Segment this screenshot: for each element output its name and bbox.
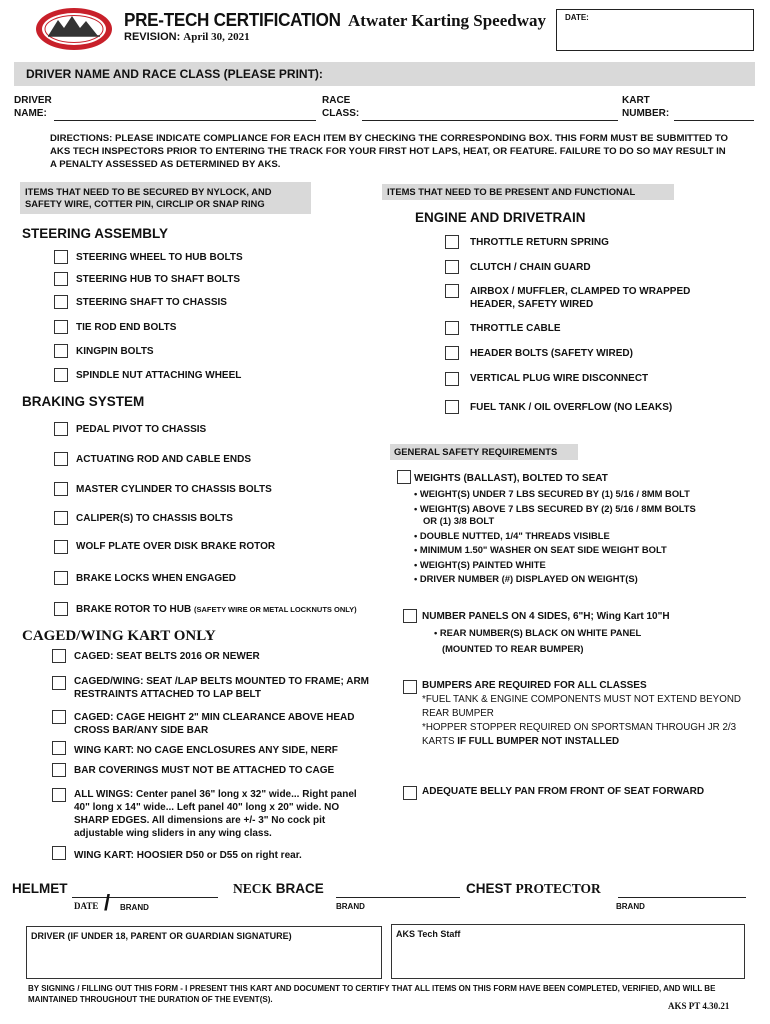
revision-label: REVISION:	[124, 31, 181, 43]
brake-rotor-label: BRAKE ROTOR TO HUB	[76, 604, 192, 615]
race-class-label	[322, 94, 359, 120]
caged-item: CAGED/WING: SEAT /LAP BELTS MOUNTED TO FRAME; ARM RESTRAINTS ATTACHED TO LAP BELT	[74, 676, 369, 700]
engine-title: ENGINE AND DRIVETRAIN	[415, 210, 586, 225]
race-class-field[interactable]	[362, 120, 618, 121]
right-section-header: ITEMS THAT NEED TO BE PRESENT AND FUNCTIONAL	[382, 184, 674, 200]
brake-rotor-checkbox[interactable]	[54, 602, 68, 616]
braking-item: PEDAL PIVOT TO CHASSIS	[76, 424, 207, 435]
weights-bullet: • WEIGHT(S) PAINTED WHITE	[414, 558, 546, 570]
chest-protector-field[interactable]	[618, 897, 746, 898]
weights-bullet: • WEIGHT(S) ABOVE 7 LBS SECURED BY (2) 5/16 / 8MM BOLTS	[414, 502, 696, 514]
chest-label: CHEST	[466, 881, 512, 896]
caged-checkbox[interactable]	[52, 788, 66, 802]
caged-checkbox[interactable]	[52, 846, 66, 860]
number-panels-checkbox[interactable]	[403, 609, 417, 623]
caged-checkbox[interactable]	[52, 676, 66, 690]
braking-item: WOLF PLATE OVER DISK BRAKE ROTOR	[76, 541, 276, 552]
caged-item: ALL WINGS: Center panel 36" long x 32" wide... Right panel 40" long x 14" wide... Left panel 40" long x 20" wide. NO SHARP EDGES. All dimensions are +/- 3" No cock pit adjustable wing sliders in any wing class.	[74, 789, 357, 839]
chest-brand-label: BRAND	[616, 902, 645, 911]
steering-checkbox[interactable]	[54, 344, 68, 358]
driver-section-title: DRIVER NAME AND RACE CLASS (PLEASE PRINT):	[26, 67, 323, 81]
engine-item: CLUTCH / CHAIN GUARD	[470, 262, 591, 273]
engine-item: VERTICAL PLUG WIRE DISCONNECT	[470, 373, 649, 384]
driver-name-field[interactable]	[54, 120, 316, 121]
weights-checkbox[interactable]	[397, 470, 411, 484]
engine-item: HEADER BOLTS (SAFETY WIRED)	[470, 348, 633, 359]
kart-label-line2: NUMBER:	[622, 108, 670, 119]
race-label-line1: RACE	[322, 95, 351, 106]
engine-checkbox[interactable]	[445, 346, 459, 360]
brace-label: BRACE	[275, 881, 324, 896]
neck-label: NECK	[233, 881, 273, 896]
kart-label-line1: KART	[622, 95, 650, 106]
directions-text: DIRECTIONS: PLEASE INDICATE COMPLIANCE FOR EACH ITEM BY CHECKING THE CORRESPONDING BOX. THIS FORM MUST BE SUBMITTED TO AKS TECH INSPECTORS PRIOR TO ENTERING THE TRACK FOR YOUR FIRST HOT LAPS, HEAT, OR FEATURE. FAILURE TO DO SO MAY RESULT IN A PENALTY ASSESSED AS DETERMINED BY AKS.	[50, 133, 728, 170]
engine-item: THROTTLE CABLE	[470, 323, 561, 334]
general-safety-header: GENERAL SAFETY REQUIREMENTS	[390, 444, 578, 460]
steering-item: KINGPIN BOLTS	[76, 346, 154, 357]
steering-item: SPINDLE NUT ATTACHING WHEEL	[76, 370, 242, 381]
form-id: AKS PT 4.30.21	[668, 1001, 730, 1011]
bumpers-note-text: *HOPPER STOPPER REQUIRED ON SPORTSMAN THROUGH JR 2/3 KARTS	[422, 722, 737, 747]
braking-item: ACTUATING ROD AND CABLE ENDS	[76, 454, 251, 465]
helmet-field[interactable]	[72, 897, 218, 898]
caged-checkbox[interactable]	[52, 710, 66, 724]
steering-checkbox[interactable]	[54, 368, 68, 382]
engine-item: FUEL TANK / OIL OVERFLOW (NO LEAKS)	[470, 402, 673, 413]
weights-bullet: • DRIVER NUMBER (#) DISPLAYED ON WEIGHT(S)	[414, 573, 638, 584]
bumpers-note-emphasis: IF FULL BUMPER NOT INSTALLED	[457, 736, 620, 747]
caged-title: CAGED/WING KART ONLY	[22, 628, 216, 644]
caged-item: CAGED: SEAT BELTS 2016 OR NEWER	[74, 651, 260, 662]
bumpers-checkbox[interactable]	[403, 680, 417, 694]
driver-label-line2: NAME:	[14, 108, 47, 119]
weights-bullets	[414, 488, 754, 586]
weights-bullet: • DOUBLE NUTTED, 1/4" THREADS VISIBLE	[414, 529, 610, 541]
driver-signature-label: DRIVER (IF UNDER 18, PARENT OR GUARDIAN SIGNATURE)	[31, 931, 292, 941]
braking-checkbox[interactable]	[54, 452, 68, 466]
caged-checkbox[interactable]	[52, 763, 66, 777]
engine-checkbox[interactable]	[445, 235, 459, 249]
steering-checkbox[interactable]	[54, 320, 68, 334]
panels-bullet: (MOUNTED TO REAR BUMPER)	[442, 643, 584, 654]
steering-title: STEERING ASSEMBLY	[22, 226, 169, 241]
engine-item: AIRBOX / MUFFLER, CLAMPED TO WRAPPED HEADER, SAFETY WIRED	[470, 286, 691, 310]
brake-rotor-item	[76, 603, 357, 616]
neck-brace-brand-label: BRAND	[336, 902, 365, 911]
belly-pan-item: ADEQUATE BELLY PAN FROM FRONT OF SEAT FORWARD	[422, 786, 705, 797]
braking-checkbox[interactable]	[54, 482, 68, 496]
bumpers-note: *FUEL TANK & ENGINE COMPONENTS MUST NOT EXTEND BEYOND REAR BUMPER	[422, 694, 741, 719]
brake-rotor-note: (SAFETY WIRE OR METAL LOCKNUTS ONLY)	[193, 605, 357, 614]
steering-checkbox[interactable]	[54, 250, 68, 264]
date-field[interactable]	[556, 9, 754, 51]
belly-pan-checkbox[interactable]	[403, 786, 417, 800]
helmet-date-label: DATE	[74, 901, 99, 911]
driver-label-line1: DRIVER	[14, 95, 52, 106]
form-title: PRE-TECH CERTIFICATION	[124, 10, 341, 30]
weights-bullet: • MINIMUM 1.50" WASHER ON SEAT SIDE WEIGHT BOLT	[414, 544, 667, 555]
neck-brace-label	[233, 881, 324, 897]
caged-item: WING KART: HOOSIER D50 or D55 on right rear.	[74, 850, 302, 861]
bumpers-title: BUMPERS ARE REQUIRED FOR ALL CLASSES	[422, 680, 647, 691]
chest-protector-label	[466, 881, 601, 897]
driver-section-bar	[14, 62, 755, 86]
certification-statement: BY SIGNING / FILLING OUT THIS FORM - I PRESENT THIS KART AND DOCUMENT TO CERTIFY THAT ALL ITEMS ON THIS FORM HAVE BEEN COMPLETED, VERIFIED, AND WILL BE MAINTAINED THROUGHOUT THE DURATION OF THE EVENT(S).	[28, 984, 716, 1004]
helmet-slash: /	[104, 890, 111, 915]
steering-item: STEERING SHAFT TO CHASSIS	[76, 297, 227, 308]
engine-checkbox[interactable]	[445, 400, 459, 414]
steering-item: STEERING WHEEL TO HUB BOLTS	[76, 252, 243, 263]
engine-checkbox[interactable]	[445, 284, 459, 298]
braking-checkbox[interactable]	[54, 540, 68, 554]
staff-signature-label: AKS Tech Staff	[396, 929, 461, 939]
helmet-brand-label: BRAND	[120, 903, 149, 912]
steering-checkbox[interactable]	[54, 272, 68, 286]
braking-item: BRAKE LOCKS WHEN ENGAGED	[76, 573, 237, 584]
left-section-header: ITEMS THAT NEED TO BE SECURED BY NYLOCK, AND SAFETY WIRE, COTTER PIN, CIRCLIP OR SNAP RING	[20, 182, 311, 214]
revision-date: April 30, 2021	[183, 31, 250, 43]
braking-checkbox[interactable]	[54, 571, 68, 585]
aks-logo	[34, 6, 114, 52]
braking-checkbox[interactable]	[54, 422, 68, 436]
braking-item: MASTER CYLINDER TO CHASSIS BOLTS	[76, 484, 272, 495]
engine-item: THROTTLE RETURN SPRING	[470, 237, 609, 248]
race-label-line2: CLASS:	[322, 108, 360, 119]
engine-checkbox[interactable]	[445, 372, 459, 386]
weights-title: WEIGHTS (BALLAST), BOLTED TO SEAT	[414, 473, 608, 484]
caged-checkbox[interactable]	[52, 649, 66, 663]
staff-signature-box[interactable]	[391, 924, 745, 979]
engine-checkbox[interactable]	[445, 321, 459, 335]
braking-checkbox[interactable]	[54, 511, 68, 525]
caged-item: CAGED: CAGE HEIGHT 2" MIN CLEARANCE ABOVE HEAD CROSS BAR/ANY SIDE BAR	[74, 712, 355, 736]
neck-brace-field[interactable]	[336, 897, 460, 898]
revision	[124, 31, 250, 43]
bumpers-note	[422, 721, 757, 749]
caged-item: BAR COVERINGS MUST NOT BE ATTACHED TO CAGE	[74, 765, 335, 776]
steering-item: STEERING HUB TO SHAFT BOLTS	[76, 274, 241, 285]
steering-item: TIE ROD END BOLTS	[76, 322, 177, 333]
kart-number-label	[622, 94, 669, 120]
braking-title: BRAKING SYSTEM	[22, 394, 145, 409]
date-label: DATE:	[565, 13, 589, 22]
number-panels-title: NUMBER PANELS ON 4 SIDES, 6"H; Wing Kart 10"H	[422, 611, 670, 622]
weights-bullet: • WEIGHT(S) UNDER 7 LBS SECURED BY (1) 5/16 / 8MM BOLT	[414, 488, 690, 499]
driver-name-label	[14, 94, 52, 120]
weights-bullet: OR (1) 3/8 BOLT	[423, 515, 495, 526]
track-name: Atwater Karting Speedway	[348, 11, 546, 30]
helmet-label: HELMET	[12, 881, 68, 896]
caged-item: WING KART: NO CAGE ENCLOSURES ANY SIDE, NERF	[74, 745, 338, 756]
protector-label: PROTECTOR	[515, 881, 601, 896]
panels-bullet: • REAR NUMBER(S) BLACK ON WHITE PANEL	[434, 627, 642, 638]
driver-signature-box[interactable]	[26, 926, 382, 979]
caged-checkbox[interactable]	[52, 741, 66, 755]
bumpers-notes	[422, 693, 757, 749]
kart-number-field[interactable]	[674, 120, 754, 121]
steering-checkbox[interactable]	[54, 295, 68, 309]
braking-item: CALIPER(S) TO CHASSIS BOLTS	[76, 513, 233, 524]
engine-checkbox[interactable]	[445, 260, 459, 274]
